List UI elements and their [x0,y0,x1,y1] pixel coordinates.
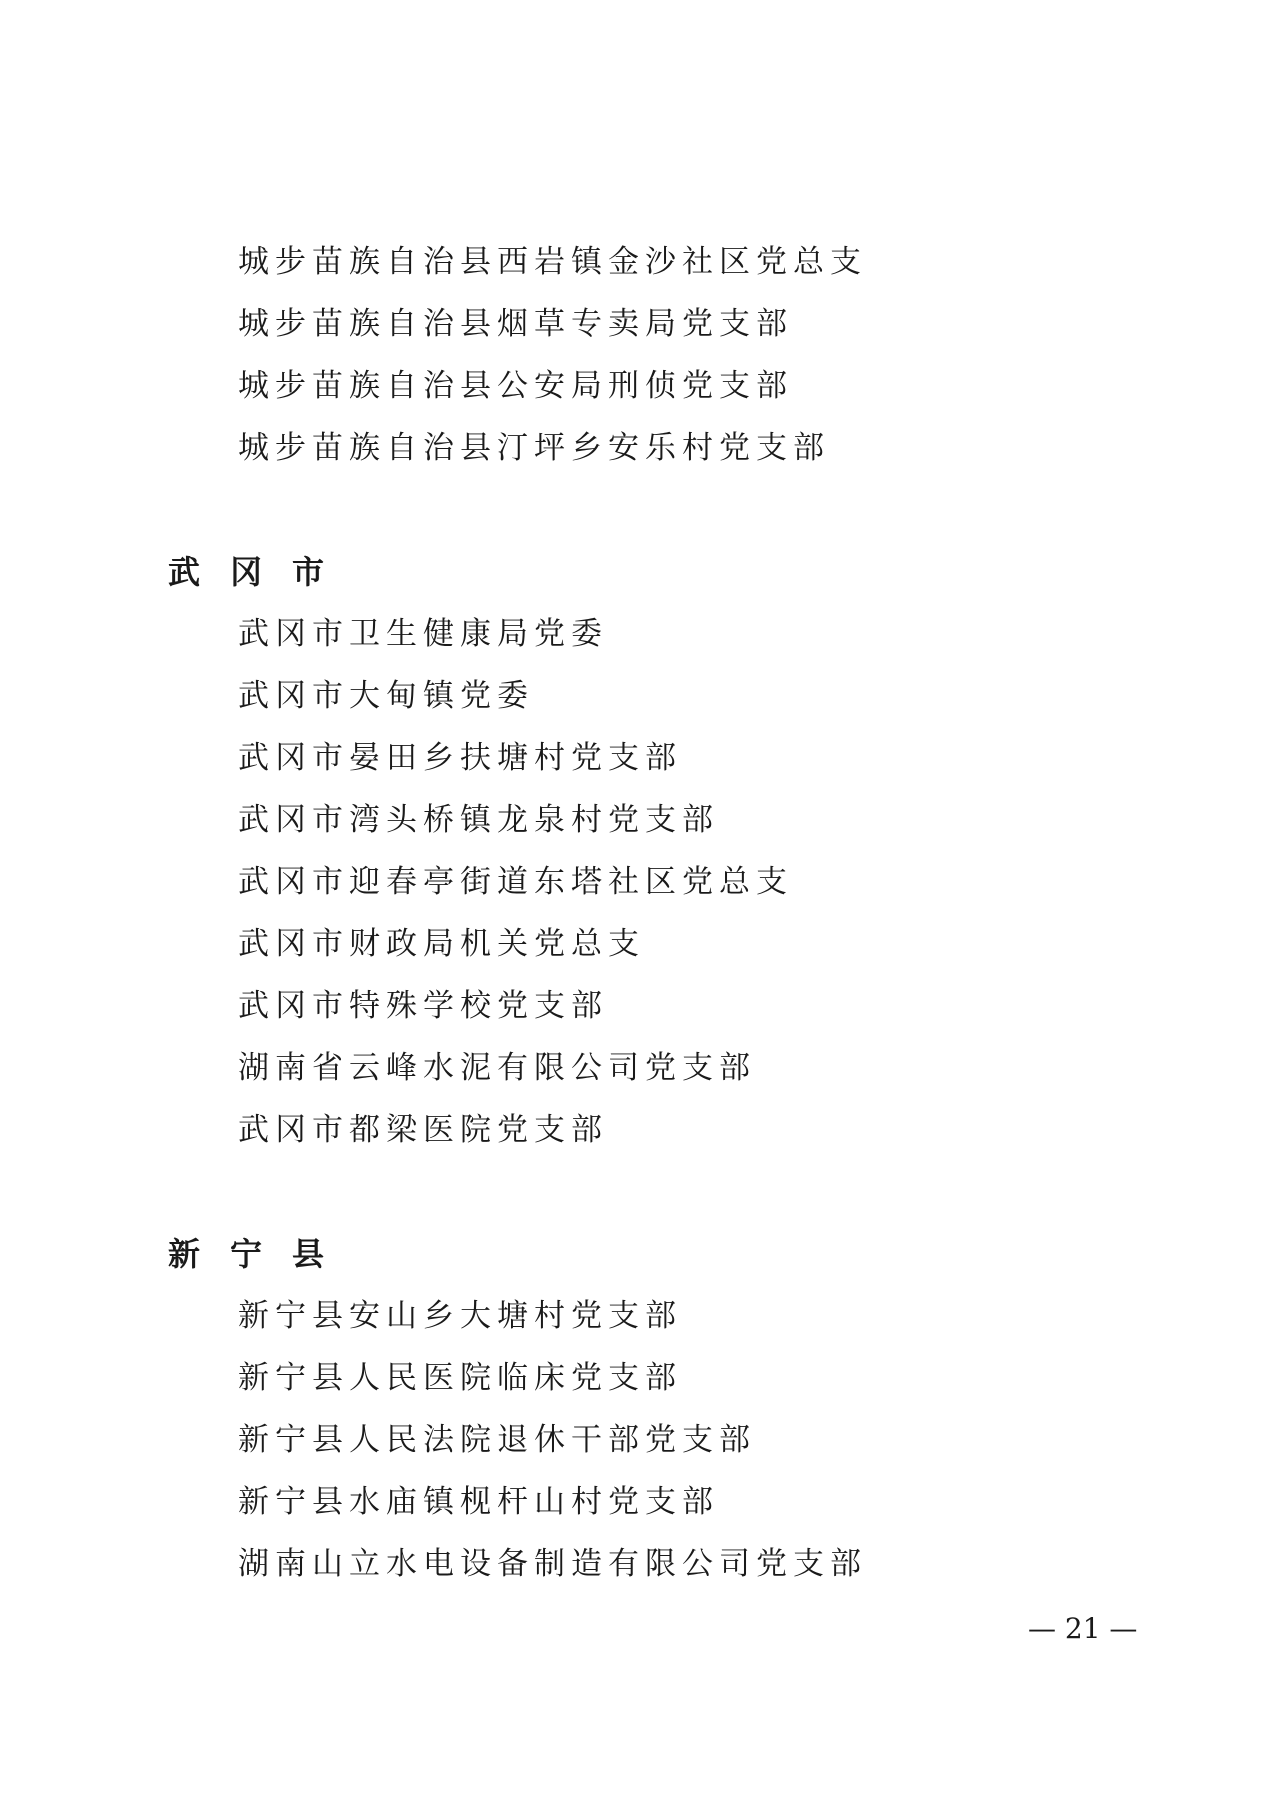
list-item: 武冈市财政局机关党总支 [238,926,645,962]
list-item: 新宁县人民法院退休干部党支部 [238,1422,756,1458]
list-item: 武冈市特殊学校党支部 [238,988,608,1024]
list-item: 城步苗族自治县汀坪乡安乐村党支部 [238,430,830,466]
list-item: 武冈市迎春亭街道东塔社区党总支 [238,864,793,900]
section-heading-xinning: 新宁县 [168,1235,355,1273]
list-item: 湖南省云峰水泥有限公司党支部 [238,1050,756,1086]
list-item: 武冈市卫生健康局党委 [238,616,608,652]
page-number: — 21 — [1028,1612,1138,1645]
list-item: 新宁县人民医院临床党支部 [238,1360,682,1396]
list-item: 新宁县安山乡大塘村党支部 [238,1298,682,1334]
list-item: 武冈市大甸镇党委 [238,678,534,714]
list-item: 城步苗族自治县公安局刑侦党支部 [238,368,793,404]
list-item: 新宁县水庙镇枧杆山村党支部 [238,1484,719,1520]
list-item: 城步苗族自治县西岩镇金沙社区党总支 [238,244,867,280]
list-item: 城步苗族自治县烟草专卖局党支部 [238,306,793,342]
list-item: 湖南山立水电设备制造有限公司党支部 [238,1546,867,1582]
list-item: 武冈市晏田乡扶塘村党支部 [238,740,682,776]
section-heading-wugang: 武冈市 [168,553,355,591]
list-item: 武冈市都梁医院党支部 [238,1112,608,1148]
list-item: 武冈市湾头桥镇龙泉村党支部 [238,802,719,838]
